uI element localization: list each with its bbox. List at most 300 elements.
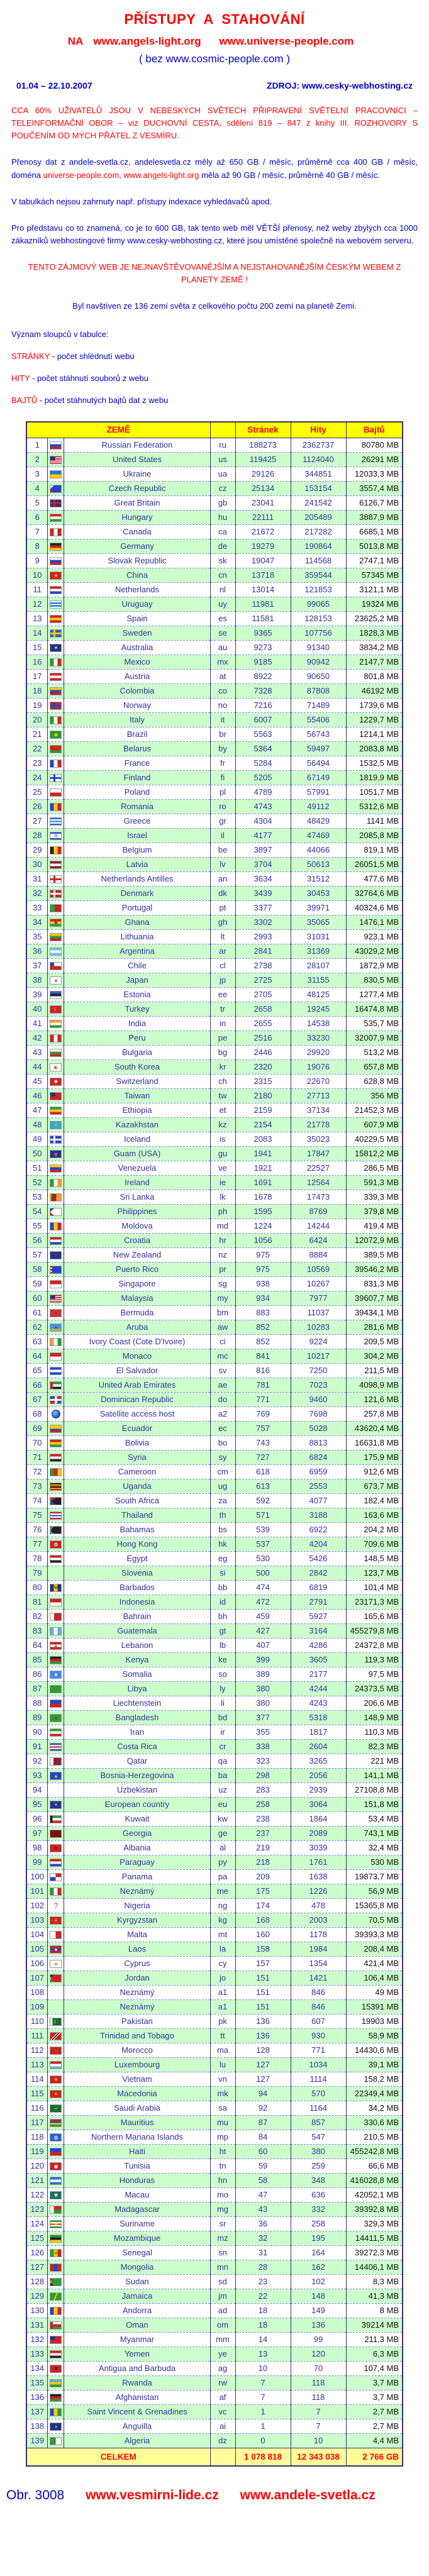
flag-icon-cl — [50, 962, 62, 970]
hits-cell: 70 — [291, 2361, 346, 2375]
country-code-cell: a1 — [210, 1999, 235, 2014]
bytes-cell: 210,5 MB — [346, 2130, 403, 2144]
bytes-cell: 208,4 MB — [346, 1942, 403, 1956]
bytes-cell: 830,5 MB — [346, 973, 403, 987]
rank-cell: 37 — [26, 958, 48, 973]
flag-icon-mt — [50, 1931, 62, 1939]
hits-cell: 5028 — [291, 1421, 346, 1435]
pages-cell: 841 — [235, 1349, 291, 1363]
country-code-cell: hn — [210, 2173, 235, 2187]
hits-cell: 19245 — [291, 1002, 346, 1016]
bytes-cell: 101,4 MB — [346, 1580, 403, 1595]
pages-cell: 338 — [235, 1739, 291, 1754]
table-row — [26, 1797, 403, 1811]
rank-cell: 23 — [26, 756, 48, 770]
rank-cell: 126 — [26, 2245, 48, 2260]
bytes-cell: 1141 MB — [346, 814, 403, 828]
pages-cell: 219 — [235, 1840, 291, 1855]
hits-cell: 4286 — [291, 1638, 346, 1652]
hits-cell: 2362737 — [291, 438, 346, 452]
flag-cell — [48, 2101, 64, 2115]
flag-cell — [48, 1334, 64, 1349]
country-cell: Anguilla — [64, 2419, 210, 2433]
rank-cell: 73 — [26, 1479, 48, 1493]
table-row — [26, 1146, 403, 1161]
country-code-cell: af — [210, 2390, 235, 2404]
flag-cell — [48, 626, 64, 640]
flag-cell — [48, 2014, 64, 2028]
pages-cell: 28 — [235, 2260, 291, 2274]
flag-icon-bd: ● — [50, 1714, 62, 1722]
flag-cell — [48, 2130, 64, 2144]
table-row — [26, 1450, 403, 1464]
col-header-bytes: Bajtů — [346, 422, 403, 438]
country-cell: South Korea — [64, 1059, 210, 1074]
rank-cell: 60 — [26, 1291, 48, 1305]
table-row — [26, 2347, 403, 2361]
rank-cell: 27 — [26, 814, 48, 828]
flag-cell — [48, 2043, 64, 2057]
country-cell: Uruguay — [64, 597, 210, 611]
country-code-cell: aw — [210, 1320, 235, 1334]
country-code-cell: ro — [210, 799, 235, 814]
pages-cell: 769 — [235, 1407, 291, 1421]
hits-cell: 7 — [291, 2419, 346, 2433]
flag-icon-so: ★ — [50, 1671, 62, 1679]
bytes-cell: 5312,6 MB — [346, 799, 403, 814]
table-row — [26, 900, 403, 915]
hits-cell: 2177 — [291, 1667, 346, 1681]
flag-icon-et — [50, 1107, 62, 1115]
country-code-cell: lb — [210, 1638, 235, 1652]
table-row — [26, 1956, 403, 1971]
pages-cell: 2516 — [235, 1031, 291, 1045]
pages-cell: 7 — [235, 2390, 291, 2404]
flag-cell — [48, 756, 64, 770]
country-cell: Puerto Rico — [64, 1262, 210, 1276]
pages-cell: 298 — [235, 1768, 291, 1783]
pages-cell: 9185 — [235, 655, 291, 669]
country-code-cell: ba — [210, 1768, 235, 1783]
pages-cell: 209 — [235, 1869, 291, 1884]
bytes-cell: 743,1 MB — [346, 1826, 403, 1840]
table-row — [26, 2274, 403, 2289]
table-row — [26, 495, 403, 510]
rank-cell: 64 — [26, 1349, 48, 1363]
rank-cell: 63 — [26, 1334, 48, 1349]
flag-icon-gu: ◉ — [50, 1150, 62, 1158]
flag-icon-kr: ☯ — [50, 1063, 62, 1071]
flag-cell — [48, 1291, 64, 1305]
table-row — [26, 2419, 403, 2433]
bytes-cell: 19324 MB — [346, 597, 403, 611]
country-cell: Mongolia — [64, 2260, 210, 2274]
hits-cell: 380 — [291, 2144, 346, 2159]
country-code-cell: au — [210, 640, 235, 655]
country-code-cell: bh — [210, 1609, 235, 1623]
pages-cell: 29126 — [235, 467, 291, 481]
rank-cell: 119 — [26, 2144, 48, 2159]
pages-cell: 43 — [235, 2202, 291, 2216]
country-code-cell: a2 — [210, 1407, 235, 1421]
table-row — [26, 1508, 403, 1522]
rank-cell: 105 — [26, 1942, 48, 1956]
pages-cell: 2655 — [235, 1016, 291, 1031]
pages-cell: 3302 — [235, 915, 291, 929]
rank-cell: 88 — [26, 1696, 48, 1710]
country-code-cell: jo — [210, 1971, 235, 1985]
pages-cell: 380 — [235, 1681, 291, 1696]
rank-cell: 78 — [26, 1551, 48, 1566]
country-cell: Neznámý — [64, 1884, 210, 1898]
bytes-cell: 257,8 MB — [346, 1407, 403, 1421]
bytes-cell: 34,2 MB — [346, 2101, 403, 2115]
flag-icon-be — [50, 846, 62, 854]
flag-cell — [48, 1609, 64, 1623]
country-cell: Greece — [64, 814, 210, 828]
flag-cell — [48, 1117, 64, 1132]
flag-icon-gh: ★ — [50, 919, 62, 927]
globe-icon — [52, 1410, 60, 1418]
flag-icon-id — [50, 1598, 62, 1606]
country-cell: Hungary — [64, 510, 210, 524]
total-row — [26, 2448, 403, 2466]
rank-cell: 74 — [26, 1493, 48, 1508]
hits-cell: 22670 — [291, 1074, 346, 1088]
bytes-cell: 39434,1 MB — [346, 1305, 403, 1320]
flag-cell — [48, 1407, 64, 1421]
country-cell: Bahamas — [64, 1522, 210, 1537]
table-row — [26, 2014, 403, 2028]
flag-cell — [48, 871, 64, 886]
table-row — [26, 1132, 403, 1146]
bytes-cell: 163,6 MB — [346, 1508, 403, 1522]
pages-cell: 13 — [235, 2347, 291, 2361]
hits-cell: 148 — [291, 2289, 346, 2303]
country-stats-table — [26, 421, 403, 2467]
bytes-cell: 1277,4 MB — [346, 987, 403, 1002]
flag-cell — [48, 2202, 64, 2216]
country-cell: Ukraine — [64, 467, 210, 481]
hits-cell: 2842 — [291, 1566, 346, 1580]
pages-cell: 160 — [235, 1927, 291, 1942]
hits-cell: 195 — [291, 2231, 346, 2245]
hits-cell: 846 — [291, 1985, 346, 1999]
pages-cell: 883 — [235, 1305, 291, 1320]
legend-term: HITY — [11, 373, 30, 383]
country-code-cell: a1 — [210, 1985, 235, 1999]
hits-cell: 31369 — [291, 944, 346, 958]
pages-cell: 32 — [235, 2231, 291, 2245]
pages-cell: 157 — [235, 1956, 291, 1971]
hits-cell: 2089 — [291, 1826, 346, 1840]
table-row — [26, 1971, 403, 1985]
hits-cell: 19076 — [291, 1059, 346, 1074]
flag-cell — [48, 900, 64, 915]
pages-cell: 5205 — [235, 770, 291, 785]
table-row — [26, 1276, 403, 1291]
rank-cell: 34 — [26, 915, 48, 929]
hits-cell: 1164 — [291, 2101, 346, 2115]
table-row — [26, 1855, 403, 1869]
rank-cell: 72 — [26, 1464, 48, 1479]
hits-cell: 7698 — [291, 1407, 346, 1421]
table-row — [26, 597, 403, 611]
rank-cell: 21 — [26, 727, 48, 741]
table-row — [26, 2318, 403, 2332]
pages-cell: 743 — [235, 1435, 291, 1450]
bytes-cell: 148,9 MB — [346, 1710, 403, 1725]
flag-icon-ve — [50, 1164, 62, 1173]
footer-link-andele-svetla[interactable]: www.andele-svetla.cz — [240, 2487, 376, 2502]
flag-cell — [48, 1016, 64, 1031]
flag-icon-pr — [50, 1266, 62, 1274]
country-code-cell: ng — [210, 1898, 235, 1913]
country-code-cell: so — [210, 1667, 235, 1681]
pages-cell: 975 — [235, 1262, 291, 1276]
hits-cell: 10267 — [291, 1276, 346, 1291]
country-cell: Venezuela — [64, 1161, 210, 1175]
bytes-cell: 923,1 MB — [346, 929, 403, 944]
bytes-cell: 23171,3 MB — [346, 1595, 403, 1609]
flag-cell — [48, 2144, 64, 2159]
bytes-cell: 14411,5 MB — [346, 2231, 403, 2245]
bytes-cell: 535,7 MB — [346, 1016, 403, 1031]
flag-cell — [48, 2159, 64, 2173]
flag-cell — [48, 510, 64, 524]
hits-cell: 10283 — [291, 1320, 346, 1334]
total-pages-cell: 1 078 818 — [235, 2448, 291, 2466]
rank-cell: 22 — [26, 741, 48, 756]
bytes-cell: 43620,4 MB — [346, 1421, 403, 1435]
country-cell: Portugal — [64, 900, 210, 915]
flag-cell — [48, 582, 64, 597]
pages-cell: 427 — [235, 1623, 291, 1638]
country-cell: Taiwan — [64, 1088, 210, 1103]
pages-cell: 188273 — [235, 438, 291, 452]
country-code-cell: vc — [210, 2404, 235, 2419]
rank-cell: 31 — [26, 871, 48, 886]
bytes-cell: 41,3 MB — [346, 2289, 403, 2303]
rank-cell: 20 — [26, 712, 48, 727]
country-code-cell: tt — [210, 2028, 235, 2043]
pages-cell: 127 — [235, 2072, 291, 2086]
bytes-cell: 211,3 MB — [346, 2332, 403, 2347]
country-code-cell: mu — [210, 2115, 235, 2130]
flag-cell — [48, 1276, 64, 1291]
footer-link-vesmirni-lide[interactable]: www.vesmirni-lide.cz — [86, 2487, 219, 2502]
pages-cell: 1941 — [235, 1146, 291, 1161]
pages-cell: 5563 — [235, 727, 291, 741]
table-row — [26, 568, 403, 582]
country-code-cell: br — [210, 727, 235, 741]
country-code-cell: sk — [210, 553, 235, 568]
hits-cell: 6819 — [291, 1580, 346, 1595]
flag-cell — [48, 1233, 64, 1247]
hits-cell: 547 — [291, 2130, 346, 2144]
country-cell: Vietnam — [64, 2072, 210, 2086]
pages-cell: 1595 — [235, 1204, 291, 1219]
hits-cell: 47469 — [291, 828, 346, 843]
pages-cell: 168 — [235, 1913, 291, 1927]
hits-cell: 90650 — [291, 669, 346, 683]
table-row — [26, 1161, 403, 1175]
hits-cell: 164 — [291, 2245, 346, 2260]
hits-cell: 3605 — [291, 1652, 346, 1667]
hits-cell: 1124040 — [291, 452, 346, 467]
flag-icon-fr — [50, 760, 62, 768]
flag-icon-is — [50, 1136, 62, 1144]
country-cell: Neznámý — [64, 1999, 210, 2014]
country-cell: Poland — [64, 785, 210, 799]
flag-icon-vc — [50, 2408, 62, 2416]
flag-icon-dz: ☾ — [50, 2437, 62, 2445]
country-cell: Germany — [64, 539, 210, 553]
pages-cell: 84 — [235, 2130, 291, 2144]
country-code-cell: nz — [210, 1247, 235, 1262]
flag-icon-ad — [50, 2307, 62, 2315]
bytes-cell: 19903 MB — [346, 2014, 403, 2028]
country-cell: Uzbekistan — [64, 1783, 210, 1797]
country-code-cell: sa — [210, 2101, 235, 2115]
country-code-cell: za — [210, 1493, 235, 1508]
bytes-cell: 26291 MB — [346, 452, 403, 467]
flag-icon-cm — [50, 1468, 62, 1476]
country-code-cell: mk — [210, 2086, 235, 2101]
hits-cell: 8884 — [291, 1247, 346, 1262]
bytes-cell: 107,4 MB — [346, 2361, 403, 2375]
table-row — [26, 843, 403, 857]
flag-cell — [48, 1103, 64, 1117]
country-cell: Saint Vincent & Grenadines — [64, 2404, 210, 2419]
flag-icon-ua — [50, 470, 62, 478]
rank-cell: 112 — [26, 2043, 48, 2057]
country-cell: Czech Republic — [64, 481, 210, 495]
flag-icon-no — [50, 702, 62, 710]
table-row — [26, 467, 403, 481]
country-code-cell: pk — [210, 2014, 235, 2028]
flag-cell — [48, 1696, 64, 1710]
flag-icon-sk — [50, 557, 62, 565]
rank-cell: 79 — [26, 1566, 48, 1580]
pages-cell: 2993 — [235, 929, 291, 944]
rank-cell: 33 — [26, 900, 48, 915]
country-code-cell: ec — [210, 1421, 235, 1435]
bytes-cell: 1229,7 MB — [346, 712, 403, 727]
country-cell: Japan — [64, 973, 210, 987]
bytes-cell: 14430,6 MB — [346, 2043, 403, 2057]
bytes-cell: 801,8 MB — [346, 669, 403, 683]
flag-icon-sd — [50, 2278, 62, 2286]
country-code-cell: mx — [210, 655, 235, 669]
meta-row — [16, 80, 413, 91]
country-cell: Andorra — [64, 2303, 210, 2318]
col-header-hits: Hity — [291, 422, 346, 438]
hits-cell: 1226 — [291, 1884, 346, 1898]
hits-cell: 1638 — [291, 1869, 346, 1884]
hits-cell: 153154 — [291, 481, 346, 495]
flag-icon-sy — [50, 1454, 62, 1462]
hits-cell: 48429 — [291, 814, 346, 828]
flag-cell — [48, 481, 64, 495]
domain-link-angels-light[interactable]: www.angels-light.org — [93, 35, 201, 47]
bytes-cell: 477,6 MB — [346, 871, 403, 886]
country-cell: Canada — [64, 524, 210, 539]
rank-cell: 61 — [26, 1305, 48, 1320]
hits-cell: 162 — [291, 2260, 346, 2274]
country-code-cell: cz — [210, 481, 235, 495]
rank-cell: 29 — [26, 843, 48, 857]
flag-icon-za — [50, 1497, 62, 1505]
rank-cell: 24 — [26, 770, 48, 785]
source-link[interactable]: ZDROJ: www.cesky-webhosting.cz — [266, 80, 413, 91]
rank-cell: 83 — [26, 1623, 48, 1638]
country-code-cell: gt — [210, 1623, 235, 1638]
flag-cell — [48, 1204, 64, 1219]
flag-cell — [48, 1045, 64, 1059]
bytes-cell: 2147,7 MB — [346, 655, 403, 669]
flag-cell — [48, 1378, 64, 1392]
rank-cell: 94 — [26, 1783, 48, 1797]
pages-cell: 539 — [235, 1522, 291, 1537]
flag-cell — [48, 712, 64, 727]
hits-cell: 35023 — [291, 1132, 346, 1146]
country-code-cell: is — [210, 1132, 235, 1146]
flag-icon-ie — [50, 1179, 62, 1187]
rank-cell: 44 — [26, 1059, 48, 1074]
bytes-cell: 39,1 MB — [346, 2057, 403, 2072]
flag-cell — [48, 1002, 64, 1016]
bytes-cell: 339,3 MB — [346, 1190, 403, 1204]
hits-cell: 344851 — [291, 467, 346, 481]
table-row — [26, 2289, 403, 2303]
country-cell: Latvia — [64, 857, 210, 871]
bytes-cell: 3887,9 MB — [346, 510, 403, 524]
domain-link-universe-people[interactable]: www.universe-people.com — [219, 35, 354, 47]
pages-cell: 18 — [235, 2318, 291, 2332]
bytes-cell: 4098,9 MB — [346, 1378, 403, 1392]
country-code-cell: pa — [210, 1869, 235, 1884]
table-row — [26, 1999, 403, 2014]
hits-cell: 3164 — [291, 1623, 346, 1638]
pages-cell: 175 — [235, 1884, 291, 1898]
bytes-cell: 6,3 MB — [346, 2347, 403, 2361]
flag-cell — [48, 2028, 64, 2043]
country-cell: Ireland — [64, 1175, 210, 1190]
rank-cell: 14 — [26, 626, 48, 640]
pages-cell: 472 — [235, 1595, 291, 1609]
rank-cell: 19 — [26, 698, 48, 712]
country-code-cell: ht — [210, 2144, 235, 2159]
bytes-cell: 106,4 MB — [346, 1971, 403, 1985]
rank-cell: 6 — [26, 510, 48, 524]
pages-cell: 2154 — [235, 1117, 291, 1132]
country-code-cell: do — [210, 1392, 235, 1407]
hits-cell: 4204 — [291, 1537, 346, 1551]
flag-cell — [48, 1435, 64, 1450]
bytes-cell: 819,1 MB — [346, 843, 403, 857]
bytes-cell: 39392,8 MB — [346, 2202, 403, 2216]
flag-icon-jp: ● — [50, 976, 62, 985]
table-row — [26, 1942, 403, 1956]
rank-cell: 65 — [26, 1363, 48, 1378]
rank-cell: 75 — [26, 1508, 48, 1522]
pages-cell: 158 — [235, 1942, 291, 1956]
table-row — [26, 2144, 403, 2159]
flag-icon-sa: ∼ — [50, 2104, 62, 2113]
hits-cell: 259 — [291, 2159, 346, 2173]
flag-cell — [48, 2260, 64, 2274]
